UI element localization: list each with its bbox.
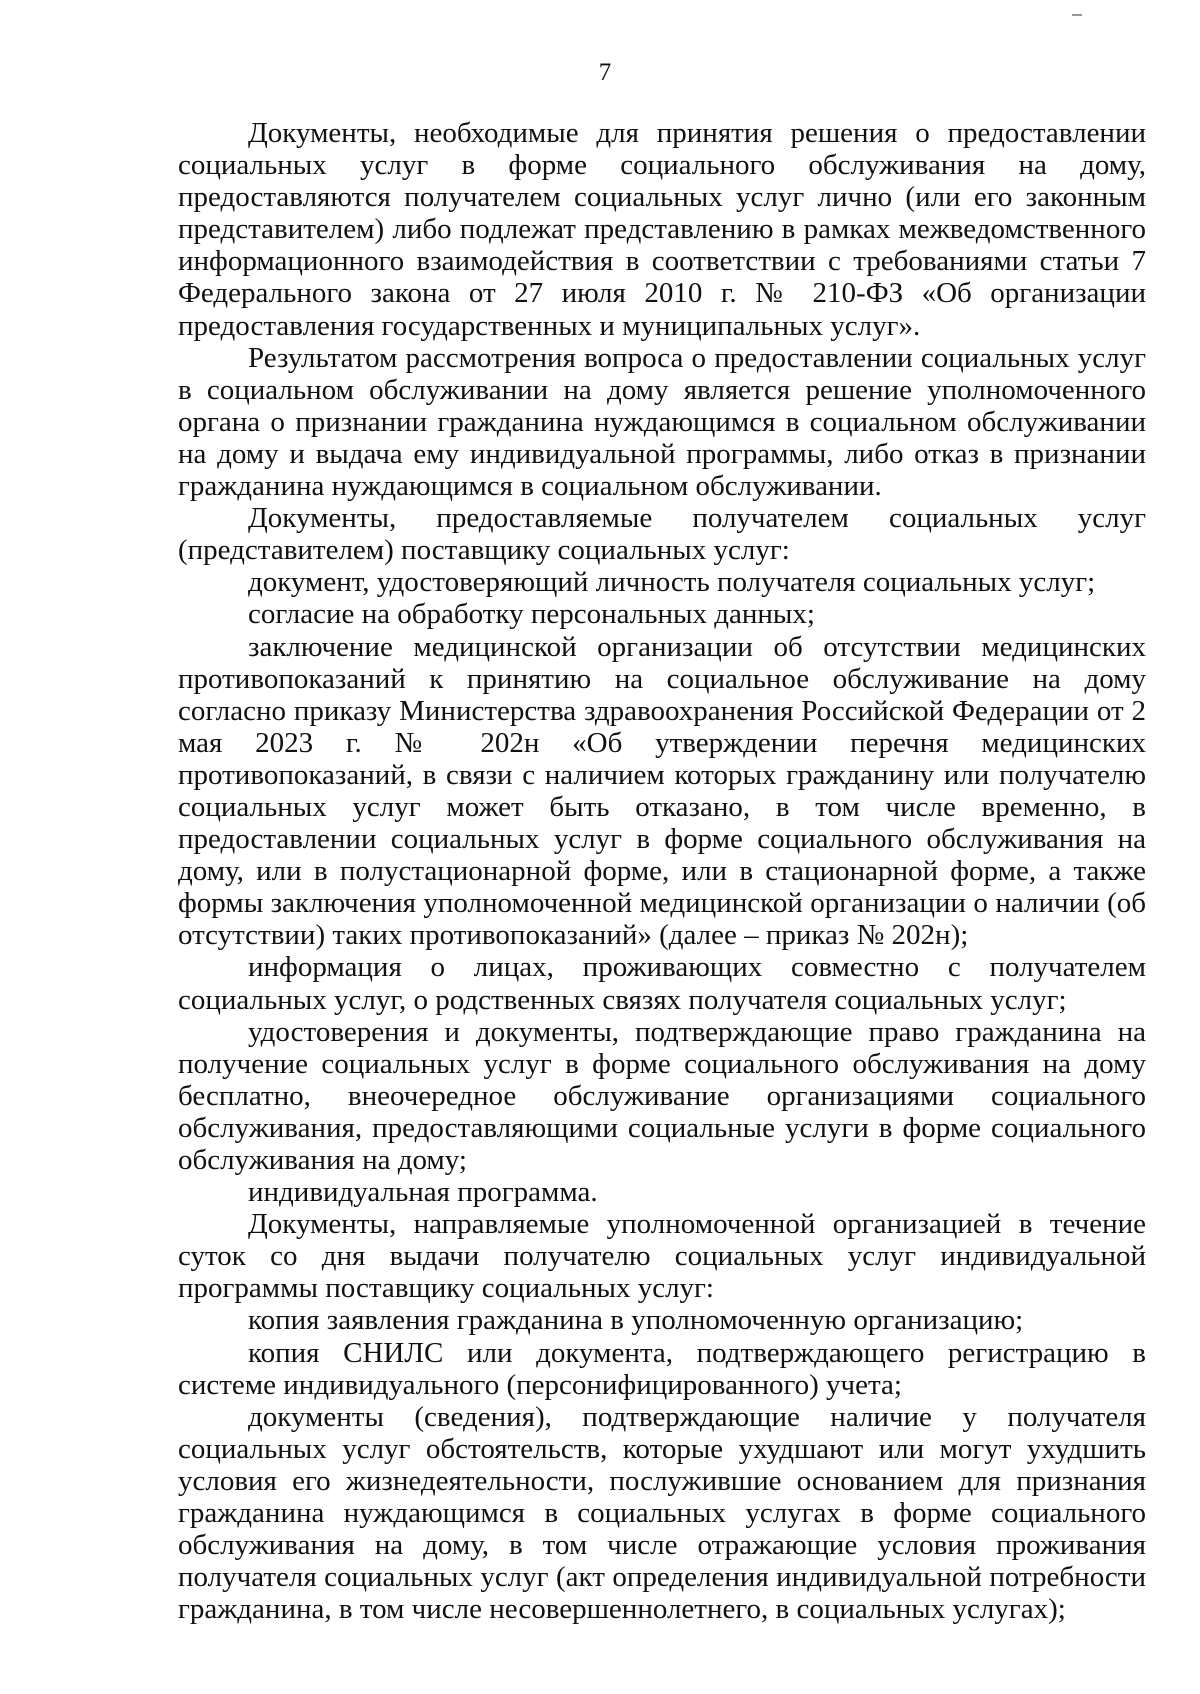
paragraph: Документы, необходимые для принятия решения о предоставлении социальных услуг в форме социального обслуживания на дому, предоставляются получателем социальных услуг лично (или его законным представителем) либо подлежат представлению в рамках межведомственного информационного взаимодействия в соответствии с требованиями статьи 7 Федерального закона от 27 июля 2010 г. № 210-ФЗ «Об организации предоставления государственных и муниципальных услуг». <box>178 117 1146 342</box>
scan-mark <box>1072 14 1082 16</box>
paragraph: Документы, предоставляемые получателем социальных услуг (представителем) поставщику социальных услуг: <box>178 502 1146 567</box>
paragraph: Результатом рассмотрения вопроса о предоставлении социальных услуг в социальном обслуживании на дому является решение уполномоченного органа о признании гражданина нуждающимся в социальном обслуживании на дому и выдача ему индивидуальной программы, либо отказ в признании гражданина нуждающимся в социальном обслуживании. <box>178 341 1146 503</box>
list-item: документы (сведения), подтверждающие наличие у получателя социальных услуг обстоятельств, которые ухудшают или могут ухудшить условия его жизнедеятельности, послужившие основанием для признания гражданина нуждающимся в социальных услугах в форме социального обслуживания на дому, в том числе отражающие условия проживания получателя социальных услуг (акт определения индивидуальной потребности гражданина, в том числе несовершеннолетнего, в социальных услугах); <box>178 1400 1146 1626</box>
list-item: удостоверения и документы, подтверждающие право гражданина на получение социальных услуг в форме социального обслуживания на дому бесплатно, внеочередное обслуживание организациями социального обслуживания, предоставляющими социальные услуги в форме социального обслуживания на дому; <box>178 1015 1146 1176</box>
paragraph: Документы, направляемые уполномоченной организацией в течение суток со дня выдачи получателю социальных услуг индивидуальной программы поставщику социальных услуг: <box>178 1208 1146 1305</box>
list-item: документ, удостоверяющий личность получателя социальных услуг; <box>248 566 1096 599</box>
page-number: 7 <box>598 59 612 86</box>
list-item: копия заявления гражданина в уполномоченную организацию; <box>248 1304 1024 1337</box>
list-item: копия СНИЛС или документа, подтверждающего регистрацию в системе индивидуального (персонифицированного) учета; <box>178 1336 1146 1401</box>
list-item: заключение медицинской организации об отсутствии медицинских противопоказаний к принятию на социальное обслуживание на дому согласно приказу Министерства здравоохранения Российской Федерации от 2 мая 2023 г. № 202н «Об утверждении перечня медицинских противопоказаний, в связи с наличием которых гражданину или получателю социальных услуг может быть отказано, в том числе временно, в предоставлении социальных услуг в форме социального обслуживания на дому, или в полустационарной форме, или в стационарной форме, а также формы заключения уполномоченной медицинской организации о наличии (об отсутствии) таких противопоказаний» (далее – приказ № 202н); <box>178 630 1146 952</box>
list-item: согласие на обработку персональных данных; <box>248 598 815 631</box>
document-body <box>178 117 1146 1625</box>
list-item: информация о лицах, проживающих совместно с получателем социальных услуг, о родственных связях получателя социальных услуг; <box>178 951 1146 1016</box>
list-item: индивидуальная программа. <box>248 1176 598 1209</box>
